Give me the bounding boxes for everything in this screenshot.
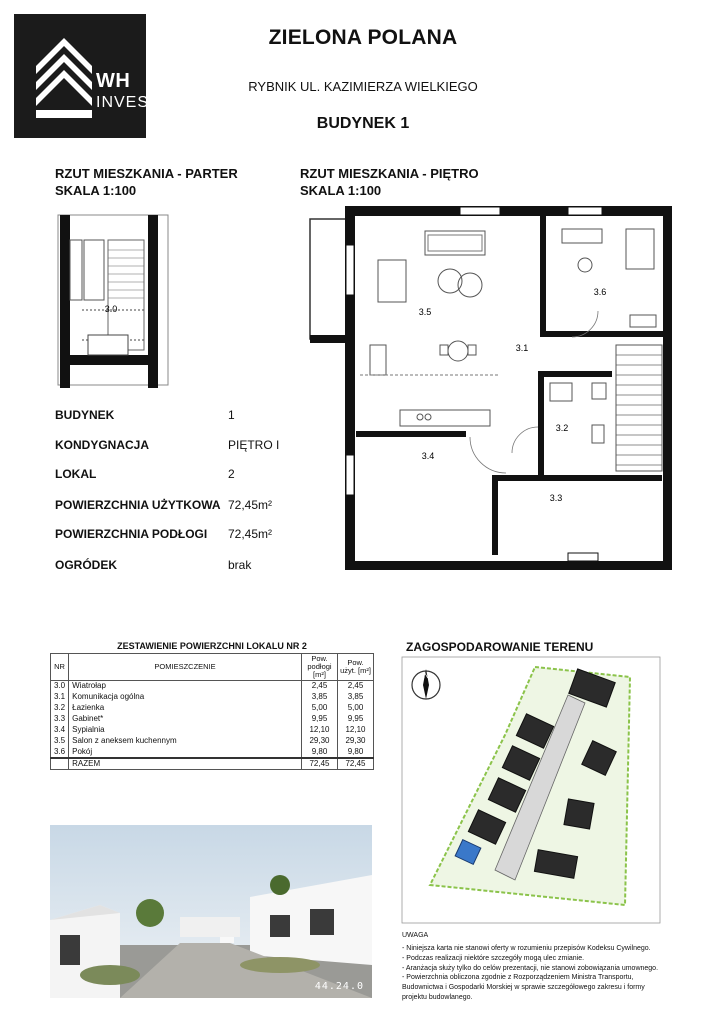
row-floor: 12,10: [302, 725, 338, 736]
table-row: [51, 703, 374, 714]
ground-plan-heading: [55, 165, 238, 199]
upper-plan-heading: [300, 165, 479, 199]
info-value-floor: PIĘTRO I: [228, 438, 280, 452]
total-usable: 72,45: [338, 758, 374, 770]
table-total-row: [51, 758, 374, 770]
site-plan: [400, 655, 662, 925]
info-label-floor: KONDYGNACJA: [55, 438, 150, 452]
table-row: [51, 725, 374, 736]
info-value-garden: brak: [228, 558, 252, 572]
row-name: Łazienka: [69, 703, 302, 714]
info-label-usable-area: POWIERZCHNIA UŻYTKOWA: [55, 498, 221, 512]
row-name: Salon z aneksem kuchennym: [69, 736, 302, 747]
render-caption: 44.24.0: [314, 981, 364, 992]
note-item: - Podczas realizacji niektóre szczegóły mogą ulec zmianie.: [402, 954, 664, 964]
room-label-3-1: 3.1: [515, 343, 529, 353]
compass-letter: N: [423, 671, 429, 680]
upper-floor-plan: [300, 205, 672, 570]
project-title: ZIELONA POLANA: [268, 26, 458, 49]
table-row: [51, 714, 374, 725]
ground-floor-plan: [48, 210, 178, 390]
row-usable: 9,80: [338, 747, 374, 758]
row-nr: 3.3: [51, 714, 69, 725]
info-value-unit: 2: [228, 467, 235, 481]
row-usable: 9,95: [338, 714, 374, 725]
col-room: POMIESZCZENIE: [69, 654, 302, 681]
room-label-3-5: 3.5: [418, 307, 432, 317]
table-row: [51, 692, 374, 703]
table-row: [51, 747, 374, 758]
notes-list: [402, 944, 664, 1003]
col-floor-area: Pow. podłogi [m²]: [302, 654, 338, 681]
row-nr: 3.5: [51, 736, 69, 747]
info-label-garden: OGRÓDEK: [55, 558, 118, 572]
row-name: Pokój: [69, 747, 302, 758]
info-label-unit: LOKAL: [55, 467, 97, 481]
row-nr: 3.4: [51, 725, 69, 736]
upper-plan-scale: SKALA 1:100: [300, 183, 382, 198]
row-usable: 12,10: [338, 725, 374, 736]
note-item: - Aranżacja służy tylko do celów prezentacji, nie stanowi zobowiązania umownego.: [402, 964, 664, 974]
row-floor: 9,95: [302, 714, 338, 725]
row-floor: 29,30: [302, 736, 338, 747]
row-nr: 3.2: [51, 703, 69, 714]
render-illustration: [50, 825, 372, 998]
estate-render-image: [50, 825, 372, 998]
info-value-usable-area: 72,45m²: [228, 498, 273, 512]
row-name: Sypialnia: [69, 725, 302, 736]
logo-text-wh: WH: [96, 70, 131, 92]
col-usable-area: Pow. użyt. [m²]: [338, 654, 374, 681]
total-spacer: [51, 758, 69, 770]
info-label-floor-area: POWIERZCHNIA PODŁOGI: [55, 527, 208, 541]
note-item: - Niniejsza karta nie stanowi oferty w rozumieniu przepisów Kodeksu Cywilnego.: [402, 944, 664, 954]
area-table: [50, 653, 374, 770]
row-floor: 2,45: [302, 681, 338, 692]
upper-plan-title: RZUT MIESZKANIA - PIĘTRO: [300, 166, 479, 181]
room-label-3-0: 3.0: [104, 304, 118, 314]
room-label-3-6: 3.6: [593, 287, 607, 297]
building-label: BUDYNEK 1: [316, 115, 410, 132]
room-label-3-4: 3.4: [421, 451, 435, 461]
row-usable: 2,45: [338, 681, 374, 692]
ground-plan-scale: SKALA 1:100: [55, 183, 137, 198]
row-name: Gabinet*: [69, 714, 302, 725]
row-nr: 3.6: [51, 747, 69, 758]
company-logo: [14, 14, 160, 138]
room-label-3-2: 3.2: [555, 423, 569, 433]
row-usable: 29,30: [338, 736, 374, 747]
info-label-building: BUDYNEK: [55, 408, 115, 422]
col-nr: NR: [51, 654, 69, 681]
row-name: Komunikacja ogólna: [69, 692, 302, 703]
row-name: Wiatrołap: [69, 681, 302, 692]
info-value-building: 1: [228, 408, 235, 422]
row-nr: 3.0: [51, 681, 69, 692]
row-usable: 3,85: [338, 692, 374, 703]
total-floor: 72,45: [302, 758, 338, 770]
total-label: RAZEM: [69, 758, 302, 770]
table-row: [51, 736, 374, 747]
row-usable: 5,00: [338, 703, 374, 714]
project-address: RYBNIK UL. KAZIMIERZA WIELKIEGO: [248, 79, 478, 94]
area-table-title: ZESTAWIENIE POWIERZCHNI LOKALU NR 2: [117, 641, 307, 651]
note-item: - Powierzchnia obliczona zgodnie z Rozporządzeniem Ministra Transportu, Budownictwa i Gospodarki Morskiej w sprawie szczegółowego zakresu i formy projektu budowlanego.: [402, 973, 664, 1002]
site-plan-title: ZAGOSPODAROWANIE TERENU: [406, 640, 594, 654]
ground-plan-title: RZUT MIESZKANIA - PARTER: [55, 166, 238, 181]
info-value-floor-area: 72,45m²: [228, 527, 273, 541]
row-floor: 3,85: [302, 692, 338, 703]
row-floor: 9,80: [302, 747, 338, 758]
compass-icon: [412, 669, 440, 699]
row-nr: 3.1: [51, 692, 69, 703]
notes-title: UWAGA: [402, 932, 429, 939]
table-row: [51, 681, 374, 692]
logo-text-invest: INVEST: [96, 94, 160, 111]
row-floor: 5,00: [302, 703, 338, 714]
room-label-3-3: 3.3: [549, 493, 563, 503]
